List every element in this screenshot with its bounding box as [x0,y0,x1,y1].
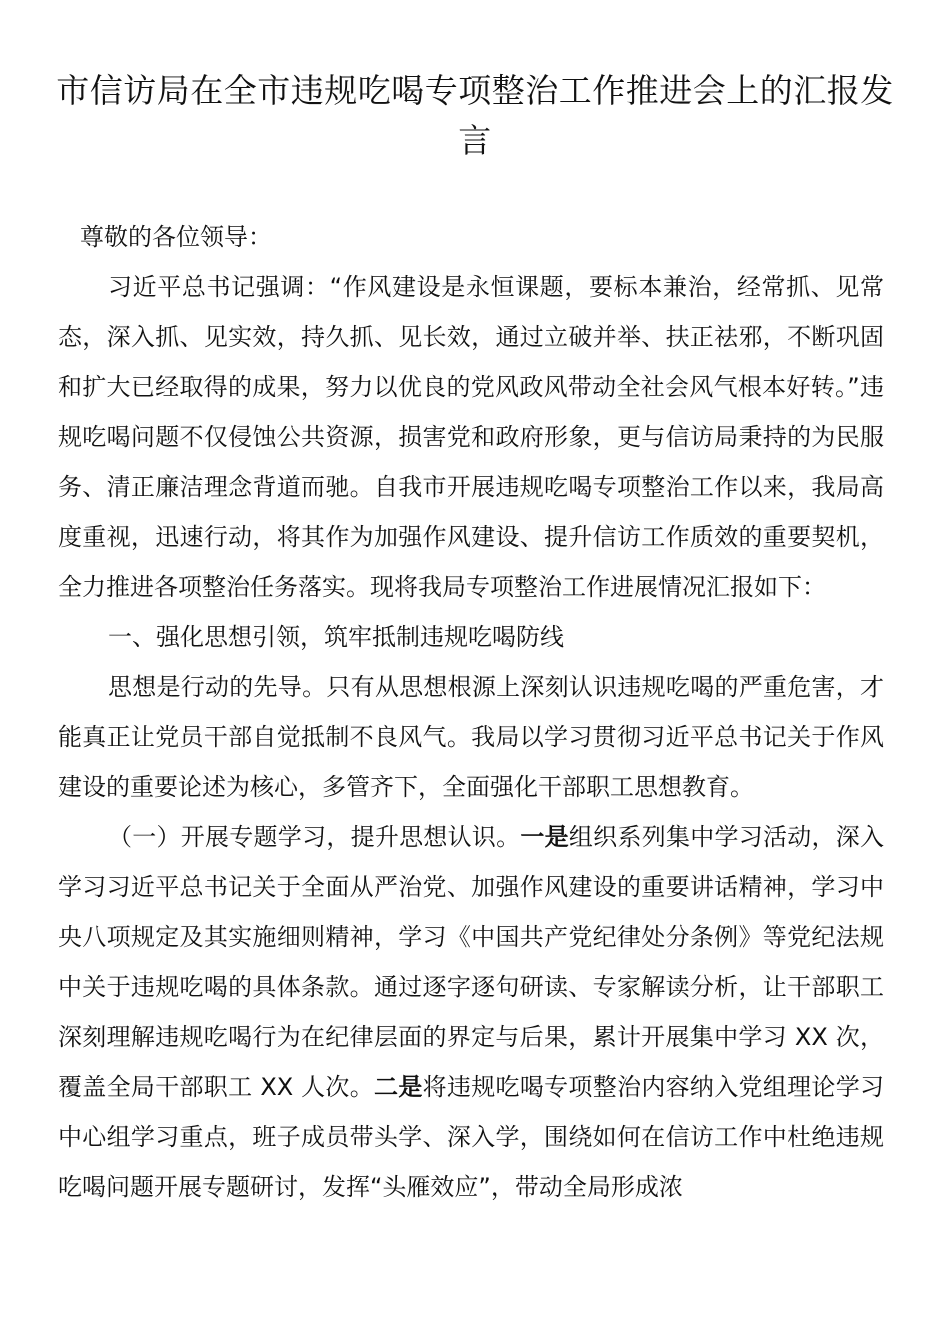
point-label-2: 二是 [374,1073,423,1101]
document-body [58,212,884,1212]
point-label-1: 一是 [520,823,569,851]
subsection-heading-1: （一）开展专题学习，提升思想认识。 [108,823,521,851]
paragraph-thought: 思想是行动的先导。只有从思想根源上深刻认识违规吃喝的严重危害，才能真正让党员干部自觉抵制不良风气。我局以学习贯彻习近平总书记关于作风建设的重要论述为核心，多管齐下，全面强化干部职工思想教育。 [58,673,884,801]
paragraph-study [58,812,884,1212]
point-text-1: 组织系列集中学习活动，深入学习习近平总书记关于全面从严治党、加强作风建设的重要讲话精神，学习中央八项规定及其实施细则精神，学习《中国共产党纪律处分条例》等党纪法规中关于违规吃喝的具体条款。通过逐字逐句研读、专家解读分析，让干部职工深刻理解违规吃喝行为在纪律层面的界定与后果，累计开展集中学习 XX 次，覆盖全局干部职工 XX 人次。 [58,823,885,1101]
section-heading-1: 一、强化思想引领，筑牢抵制违规吃喝防线 [108,623,564,651]
salutation: 尊敬的各位领导： [80,223,272,251]
paragraph-intro: 习近平总书记强调：“作风建设是永恒课题，要标本兼治，经常抓、见常态，深入抓、见实效，持久抓、见长效，通过立破并举、扶正祛邪，不断巩固和扩大已经取得的成果，努力以优良的党风政风带动全社会风气根本好转。”违规吃喝问题不仅侵蚀公共资源，损害党和政府形象，更与信访局秉持的为民服务、清正廉洁理念背道而驰。自我市开展违规吃喝专项整治工作以来，我局高度重视，迅速行动，将其作为加强作风建设、提升信访工作质效的重要契机，全力推进各项整治任务落实。现将我局专项整治工作进展情况汇报如下： [58,273,884,601]
point-text-2: 将违规吃喝专项整治内容纳入党组理论学习中心组学习重点，班子成员带头学、深入学，围绕如何在信访工作中杜绝违规吃喝问题开展专题研讨，发挥“头雁效应”，带动全局形成浓 [58,1073,885,1201]
document-title: 市信访局在全市违规吃喝专项整治工作推进会上的汇报发言 [56,71,894,160]
